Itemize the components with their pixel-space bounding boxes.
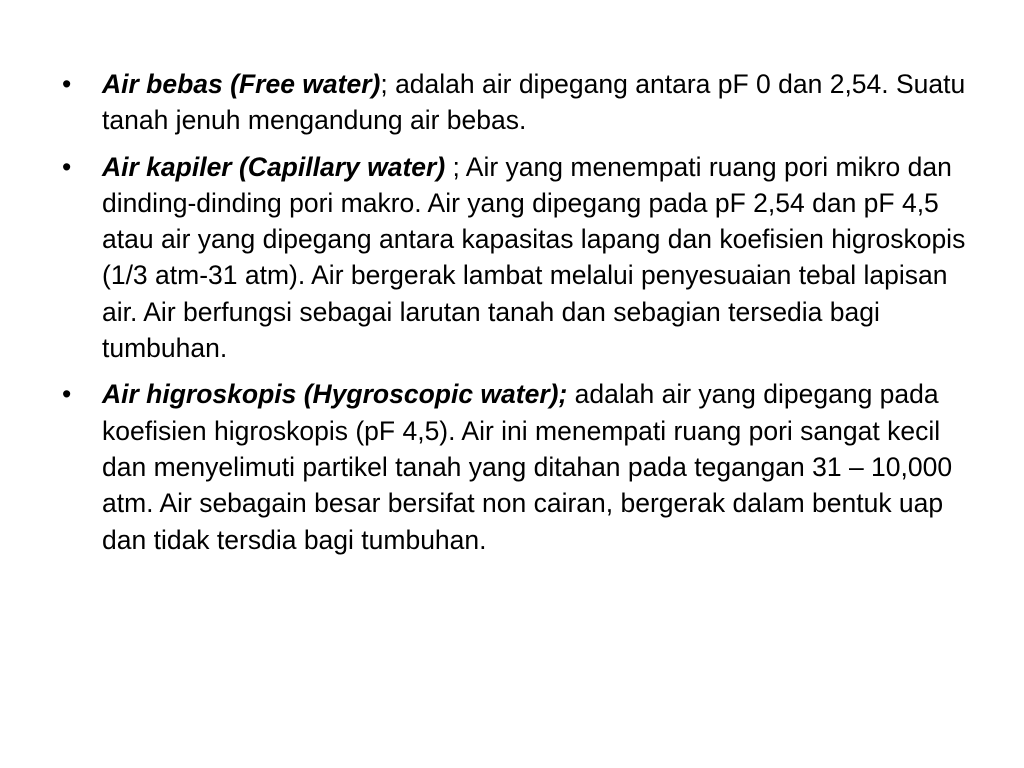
term-free-water: Air bebas (Free water) (102, 69, 381, 99)
bullet-point-icon: • (62, 379, 72, 410)
term-hygroscopic-water: Air higroskopis (Hygroscopic water); (102, 379, 568, 410)
bullet-item-free-water (62, 66, 967, 139)
bullet-list (62, 66, 967, 568)
description-capillary-water: ; Air yang menempati ruang pori mikro dan dinding-dinding pori makro. Air yang dipegang pada pF 2,54 dan pF 4,5 atau air yang dipegang antara kapasitas lapang dan koefisien higroskopis (1/3 atm-31 atm). Air bergerak lambat melalui penyesuaian tebal lapisan air. Air berfungsi sebagai larutan tanah dan sebagian tersedia bagi tumbuhan. (102, 151, 966, 364)
bullet-item-hygroscopic-water (62, 376, 967, 557)
term-capillary-water: Air kapiler (Capillary water) (102, 151, 453, 182)
bullet-point-icon: • (62, 69, 72, 99)
description-hygroscopic-water: adalah air yang dipegang pada koefisien higroskopis (pF 4,5). Air ini menempati ruang pori sangat kecil dan menyelimuti partikel tanah yang ditahan pada tegangan 31 – 10,000 atm. Air sebagain besar bersifat non cairan, bergerak dalam bentuk uap dan tidak tersdia bagi tumbuhan. (102, 379, 953, 555)
bullet-item-capillary-water (62, 149, 967, 367)
description-free-water: ; adalah air dipegang antara pF 0 dan 2,54. Suatu tanah jenuh mengandung air bebas. (102, 69, 966, 136)
bullet-point-icon: • (62, 151, 72, 182)
